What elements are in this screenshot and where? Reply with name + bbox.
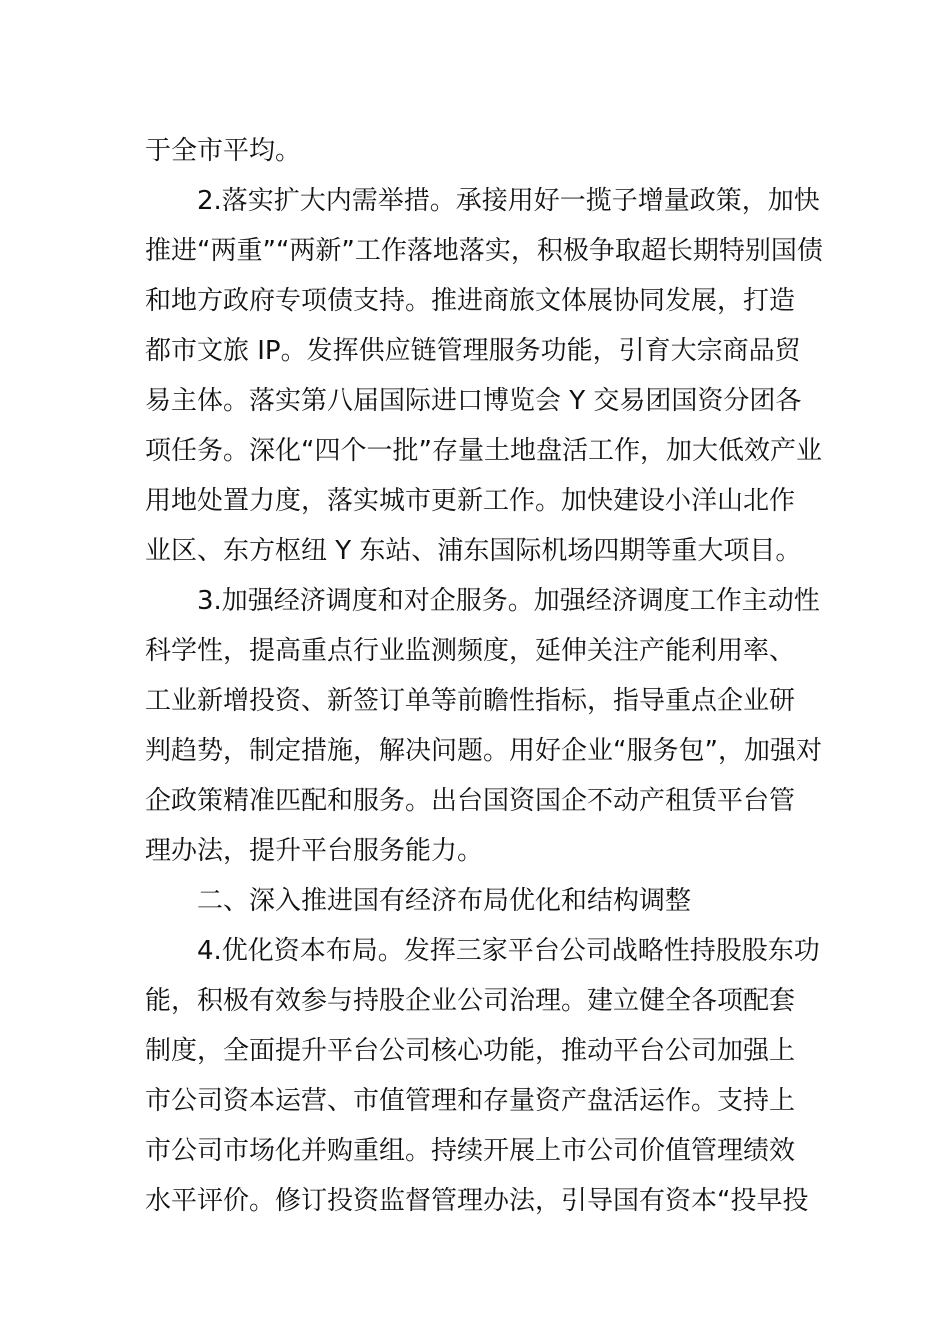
paragraph-first-line: 4.优化资本布局。发挥三家平台公司战略性持股股东功	[197, 936, 820, 966]
text-line: 市公司市场化并购重组。持续开展上市公司价值管理绩效	[145, 1136, 796, 1166]
text-line: 市公司资本运营、市值管理和存量资产盘活运作。支持上	[145, 1086, 796, 1116]
text-line: 都市文旅 IP。发挥供应链管理服务功能，引育大宗商品贸	[145, 336, 801, 366]
text-line: 易主体。落实第八届国际进口博览会 Y 交易团国资分团各	[145, 386, 802, 416]
text-line: 推进“两重”“两新”工作落地落实，积极争取超长期特别国债	[145, 236, 823, 266]
paragraph-first-line: 3.加强经济调度和对企服务。加强经济调度工作主动性	[197, 586, 820, 616]
text-line: 工业新增投资、新签订单等前瞻性指标，指导重点企业研	[145, 686, 796, 716]
text-line: 理办法，提升平台服务能力。	[145, 836, 484, 866]
text-line: 能，积极有效参与持股企业公司治理。建立健全各项配套	[145, 986, 796, 1016]
text-line: 水平评价。修订投资监督管理办法，引导国有资本“投早投	[145, 1186, 809, 1216]
paragraph-first-line: 2.落实扩大内需举措。承接用好一揽子增量政策，加快	[197, 186, 820, 216]
text-line: 项任务。深化“四个一批”存量土地盘活工作，加大低效产业	[145, 436, 822, 466]
text-line: 制度，全面提升平台公司核心功能，推动平台公司加强上	[145, 1036, 796, 1066]
text-line: 用地处置力度，落实城市更新工作。加快建设小洋山北作	[145, 486, 796, 516]
text-line: 判趋势，制定措施，解决问题。用好企业“服务包”，加强对	[145, 736, 822, 766]
section-heading: 二、深入推进国有经济布局优化和结构调整	[197, 886, 692, 916]
text-line: 于全市平均。	[145, 136, 302, 166]
text-line: 和地方政府专项债支持。推进商旅文体展协同发展，打造	[145, 286, 796, 316]
text-line: 业区、东方枢纽 Y 东站、浦东国际机场四期等重大项目。	[145, 536, 802, 566]
text-line: 科学性，提高重点行业监测频度，延伸关注产能利用率、	[145, 636, 796, 666]
text-line: 企政策精准匹配和服务。出台国资国企不动产租赁平台管	[145, 786, 796, 816]
